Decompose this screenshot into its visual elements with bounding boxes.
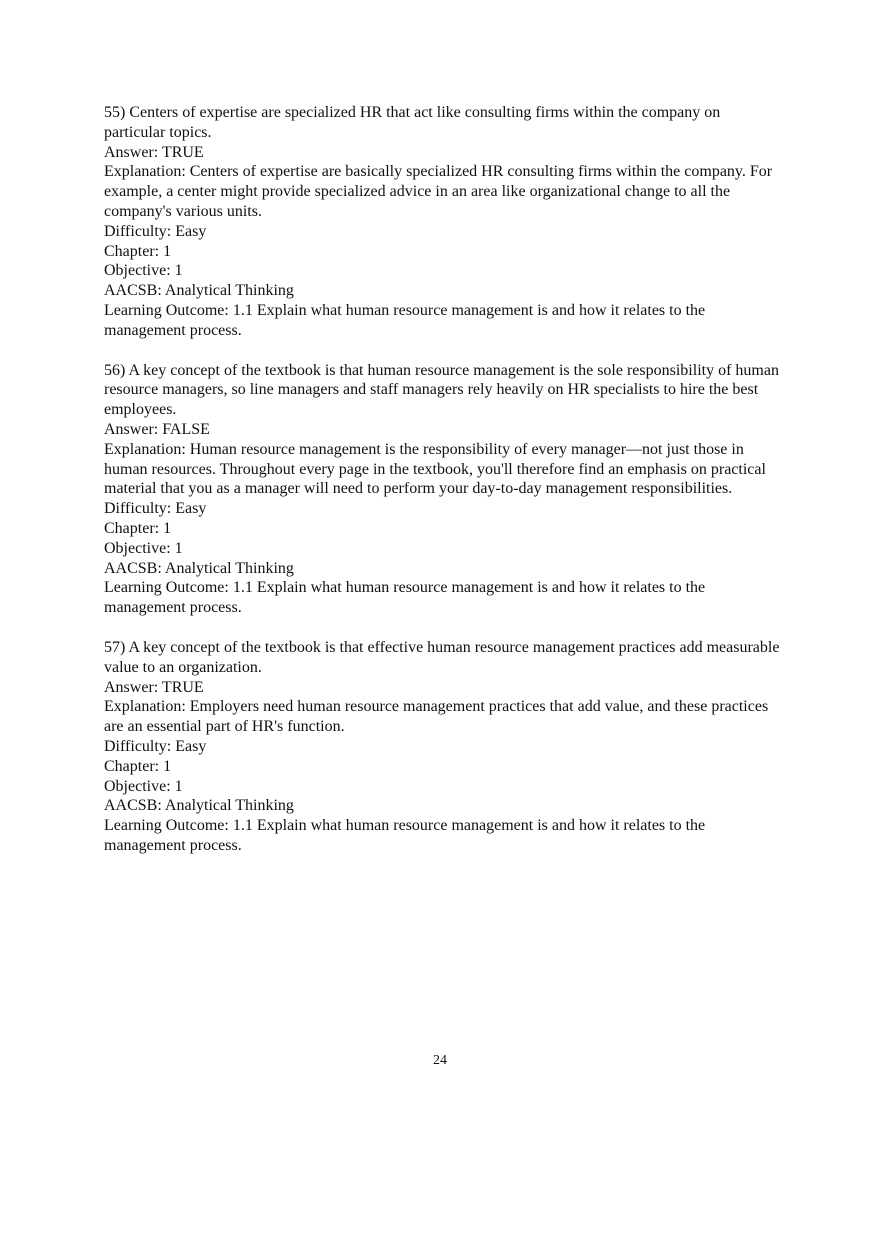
aacsb: AACSB: Analytical Thinking (104, 797, 294, 815)
explanation: Explanation: Employers need human resource management practices that add value, and these practices are an essential part of HR's function. (104, 698, 769, 736)
chapter: Chapter: 1 (104, 242, 172, 260)
objective: Objective: 1 (104, 262, 183, 280)
aacsb: AACSB: Analytical Thinking (104, 559, 294, 577)
question-stem: 56) A key concept of the textbook is that human resource management is the sole responsibility of human resource managers, so line managers and staff managers rely heavily on HR specialists to hire the best employees. (104, 361, 779, 419)
answer: Answer: TRUE (104, 678, 204, 696)
question-block (104, 361, 784, 618)
learning-outcome: Learning Outcome: 1.1 Explain what human resource management is and how it relates to the management process. (104, 579, 706, 617)
explanation: Explanation: Centers of expertise are basically specialized HR consulting firms within the company. For example, a center might provide specialized advice in an area like organizational change to all the company's various units. (104, 163, 773, 220)
question-stem: 55) Centers of expertise are specialized HR that act like consulting firms within the company on particular topics. (104, 104, 721, 141)
learning-outcome: Learning Outcome: 1.1 Explain what human resource management is and how it relates to the management process. (104, 301, 706, 339)
difficulty: Difficulty: Easy (104, 500, 207, 518)
question-stem: 57) A key concept of the textbook is that effective human resource management practices add measurable value to an organization. (104, 638, 780, 676)
page-number: 24 (433, 1053, 447, 1068)
document-page (104, 103, 784, 876)
explanation: Explanation: Human resource management is the responsibility of every manager—not just those in human resources. Throughout every page in the textbook, you'll therefore find an emphasis on practical material that you as a manager will need to perform your day-to-day management responsibilities. (104, 440, 766, 498)
objective: Objective: 1 (104, 539, 183, 557)
objective: Objective: 1 (104, 777, 183, 795)
chapter: Chapter: 1 (104, 519, 172, 537)
difficulty: Difficulty: Easy (104, 222, 207, 240)
difficulty: Difficulty: Easy (104, 737, 207, 755)
learning-outcome: Learning Outcome: 1.1 Explain what human resource management is and how it relates to the management process. (104, 817, 706, 854)
question-block (104, 638, 784, 856)
answer: Answer: TRUE (104, 143, 204, 161)
answer: Answer: FALSE (104, 420, 210, 438)
question-block (104, 103, 784, 341)
chapter: Chapter: 1 (104, 757, 172, 775)
aacsb: AACSB: Analytical Thinking (104, 282, 294, 300)
